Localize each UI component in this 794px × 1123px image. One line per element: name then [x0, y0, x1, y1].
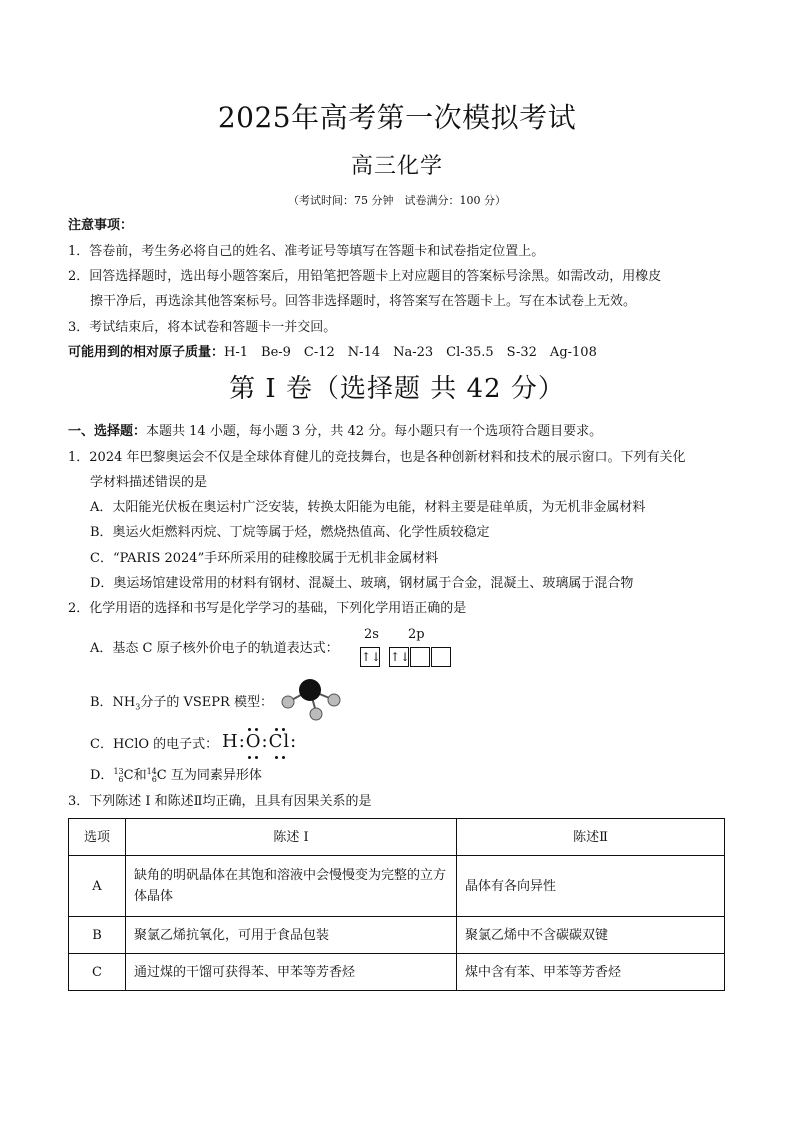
- table-cell-option: A: [69, 856, 126, 917]
- isotope-2-mass: 14: [146, 766, 157, 776]
- section-title: 第 I 卷（选择题 共 42 分）: [229, 374, 565, 404]
- electron-dot: [282, 756, 285, 759]
- table-cell-option: C: [69, 954, 126, 991]
- q2-option-a: A．基态 C 原子核外价电子的轨道表达式：: [90, 641, 339, 656]
- q1-option-a: A．太阳能光伏板在奥运村广泛安装，转换太阳能为电能，材料主要是硅单质，为无机非金属材料: [90, 500, 646, 515]
- table-header-option: 选项: [69, 819, 126, 856]
- exam-info: （考试时间：75 分钟 试卷满分：100 分）: [288, 194, 506, 207]
- notice-item-1: 1．答卷前，考生务必将自己的姓名、准考证号等填写在答题卡和试卷指定位置上。: [68, 244, 545, 259]
- table-cell-statement-2: 聚氯乙烯中不含碳碳双键: [457, 917, 725, 954]
- orbital-2p-box-1: ↑↓: [389, 647, 409, 667]
- table-header-statement-1: 陈述 I: [126, 819, 457, 856]
- electron-dot: [275, 756, 278, 759]
- orbital-2s-box: ↑↓: [360, 647, 380, 667]
- page-subtitle: 高三化学: [350, 154, 443, 179]
- q1-stem-line2: 学材料描述错误的是: [90, 475, 208, 490]
- q3-table: [68, 818, 725, 991]
- q2-option-c: C．HClO 的电子式：: [90, 737, 219, 752]
- electron-dot: [255, 728, 258, 731]
- table-row: [69, 954, 725, 991]
- q1-option-b: B．奥运火炬燃料丙烷、丁烷等属于烃，燃烧热值高、化学性质较稳定: [90, 525, 490, 540]
- q2-option-d-prefix: D．: [90, 768, 114, 783]
- notice-item-3: 3．考试结束后，将本试卷和答题卡一并交回。: [68, 320, 337, 335]
- isotope-2-number: 6: [151, 774, 157, 784]
- q2-option-d: [90, 767, 262, 785]
- q1-option-d: D．奥运场馆建设常用的材料有钢材、混凝土、玻璃，钢材属于合金，混凝土、玻璃属于混合物: [90, 576, 634, 591]
- atomic-mass-values: H-1 Be-9 C-12 N-14 Na-23 Cl-35.5 S-32 Ag-108: [224, 345, 597, 360]
- table-cell-statement-2: 晶体有各向异性: [457, 856, 725, 917]
- table-row: [69, 917, 725, 954]
- section-instruction: [68, 423, 602, 441]
- q2-option-d-suffix: C 互为同素异形体: [156, 768, 262, 783]
- orbital-2p-label: 2p: [408, 627, 425, 642]
- table-header-statement-2: 陈述Ⅱ: [457, 819, 725, 856]
- table-cell-statement-2: 煤中含有苯、甲苯等芳香烃: [457, 954, 725, 991]
- table-header-row: [69, 819, 725, 856]
- orbital-2p-box-2: [410, 647, 430, 667]
- vsepr-model-image: [276, 676, 346, 722]
- isotope-1-mass: 13: [113, 766, 124, 776]
- q1-option-c: C．“PARIS 2024”手环所采用的硅橡胶属于无机非金属材料: [90, 551, 439, 566]
- q2-option-b-prefix: B．NH: [90, 695, 136, 710]
- q2-option-b-suffix: 分子的 VSEPR 模型：: [140, 695, 273, 710]
- electron-dot: [248, 756, 251, 759]
- electron-dot: [248, 728, 251, 731]
- table-row: [69, 856, 725, 917]
- notice-heading: 注意事项：: [68, 218, 134, 233]
- isotope-1-number: 6: [118, 774, 124, 784]
- hclo-electron-formula: H:O:Cl:: [222, 731, 298, 752]
- electron-dot: [275, 728, 278, 731]
- q1-stem-line1: 1．2024 年巴黎奥运会不仅是全球体育健儿的竞技舞台，也是各种创新材料和技术的展示窗口。下列有关化: [68, 450, 686, 465]
- q2-option-d-and: 和: [133, 768, 147, 783]
- q2-option-b-sub: 3: [135, 702, 141, 712]
- table-cell-statement-1: 通过煤的干馏可获得苯、甲苯等芳香烃: [126, 954, 457, 991]
- table-cell-statement-1: 聚氯乙烯抗氧化，可用于食品包装: [126, 917, 457, 954]
- orbital-2s-label: 2s: [364, 627, 379, 642]
- q3-stem: 3．下列陈述 I 和陈述Ⅱ均正确，且具有因果关系的是: [68, 794, 372, 809]
- q2-option-b: [90, 694, 273, 717]
- electron-dot: [282, 728, 285, 731]
- electron-dot: [255, 756, 258, 759]
- q2-stem: 2．化学用语的选择和书写是化学学习的基础，下列化学用语正确的是: [68, 601, 467, 616]
- section-instruction-text: 本题共 14 小题，每小题 3 分，共 42 分。每小题只有一个选项符合题目要求。: [146, 424, 603, 439]
- isotope-1-indices: [113, 768, 123, 784]
- isotope-1-symbol: C: [123, 768, 134, 783]
- atomic-mass-label: 可能用到的相对原子质量：: [68, 345, 225, 360]
- section-instruction-label: 一、选择题：: [68, 424, 147, 439]
- isotope-2-indices: [147, 768, 157, 784]
- table-cell-statement-1: 缺角的明矾晶体在其饱和溶液中会慢慢变为完整的立方体晶体: [126, 856, 457, 917]
- page-title: 2025年高考第一次模拟考试: [217, 101, 577, 134]
- notice-item-2-cont: 擦干净后，再选涂其他答案标号。回答非选择题时，将答案写在答题卡上。写在本试卷上无效。: [90, 294, 637, 309]
- notice-item-2: 2．回答选择题时，选出每小题答案后，用铅笔把答题卡上对应题目的答案标号涂黑。如需改动，用橡皮: [68, 269, 662, 284]
- orbital-2p-box-3: [431, 647, 451, 667]
- atomic-mass-line: [68, 344, 597, 362]
- table-cell-option: B: [69, 917, 126, 954]
